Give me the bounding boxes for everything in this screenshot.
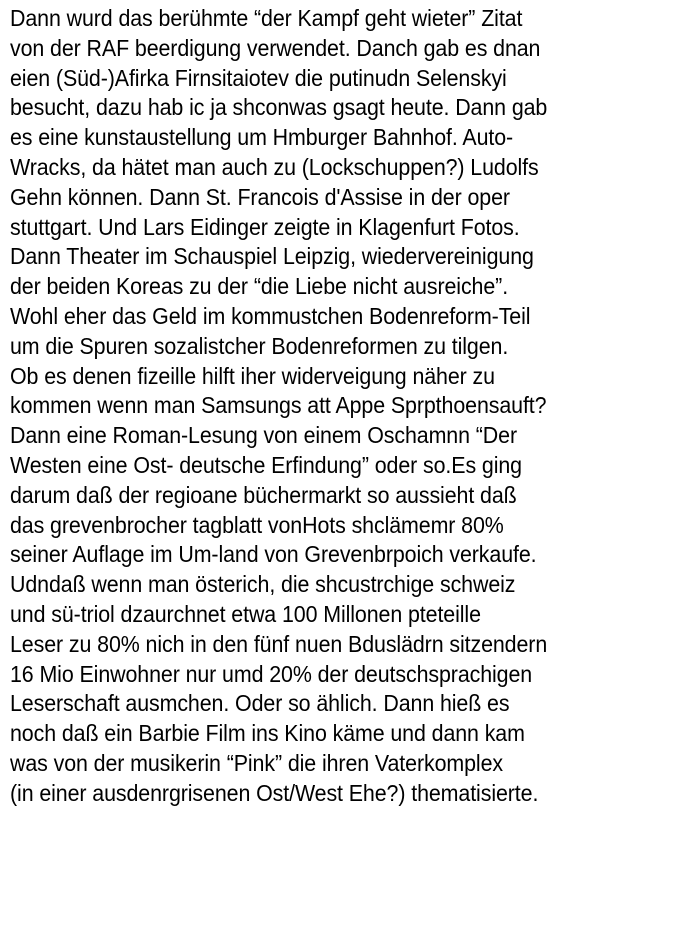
text-line-20: Udndaß wenn man österich, die shcustrchige schweiz [10, 571, 516, 598]
text-line-4: besucht, dazu hab ic ja shconwas gsagt heute. Dann gab [10, 94, 548, 121]
text-line-26: was von der musikerin “Pink” die ihren Vaterkomplex [10, 749, 503, 776]
text-line-12: um die Spuren sozalistcher Bodenreformen zu tilgen. [10, 332, 509, 359]
text-line-9: Dann Theater im Schauspiel Leipzig, wiedervereinigung [10, 243, 534, 270]
text-line-17: darum daß der regioane büchermarkt so aussieht daß [10, 481, 517, 508]
text-line-23: 16 Mio Einwohner nur umd 20% der deutschsprachigen [10, 660, 533, 687]
text-line-5: es eine kunstaustellung um Hmburger Bahnhof. Auto- [10, 124, 514, 151]
text-line-24: Leserschaft ausmchen. Oder so ählich. Dann hieß es [10, 690, 510, 717]
text-line-14: kommen wenn man Samsungs att Appe Sprpthoensauft? [10, 392, 547, 419]
text-line-11: Wohl eher das Geld im kommustchen Bodenreform-Teil [10, 302, 531, 329]
text-line-7: Gehn können. Dann St. Francois d'Assise in der oper [10, 183, 510, 210]
text-line-2: von der RAF beerdigung verwendet. Danch gab es dnan [10, 34, 541, 61]
text-line-22: Leser zu 80% nich in den fünf nuen Bduslädrn sitzendern [10, 630, 548, 657]
text-line-21: und sü-triol dzaurchnet etwa 100 Millonen pteteille [10, 600, 481, 627]
text-line-8: stuttgart. Und Lars Eidinger zeigte in Klagenfurt Fotos. [10, 213, 520, 240]
text-line-10: der beiden Koreas zu der “die Liebe nicht ausreiche”. [10, 273, 509, 300]
text-line-3: eien (Süd-)Afirka Firnsitaiotev die putinudn Selenskyi [10, 64, 507, 91]
text-line-1: Dann wurd das berühmte “der Kampf geht wieter” Zitat [10, 5, 523, 31]
text-line-15: Dann eine Roman-Lesung von einem Oschamnn “Der [10, 422, 517, 449]
text-line-13: Ob es denen fizeille hilft iher widerveigung näher zu [10, 362, 495, 389]
text-line-6: Wracks, da hätet man auch zu (Lockschuppen?) Ludolfs [10, 153, 539, 180]
text-line-19: seiner Auflage im Um-land von Grevenbrpoich verkaufe. [10, 541, 537, 568]
text-line-27: (in einer ausdenrgrisenen Ost/West Ehe?) thematisierte. [10, 779, 539, 806]
text-line-16: Westen eine Ost- deutsche Erfindung” oder so.Es ging [10, 451, 522, 478]
text-line-18: das grevenbrocher tagblatt vonHots shclämemr 80% [10, 511, 504, 538]
text-line-25: noch daß ein Barbie Film ins Kino käme und dann kam [10, 720, 525, 747]
